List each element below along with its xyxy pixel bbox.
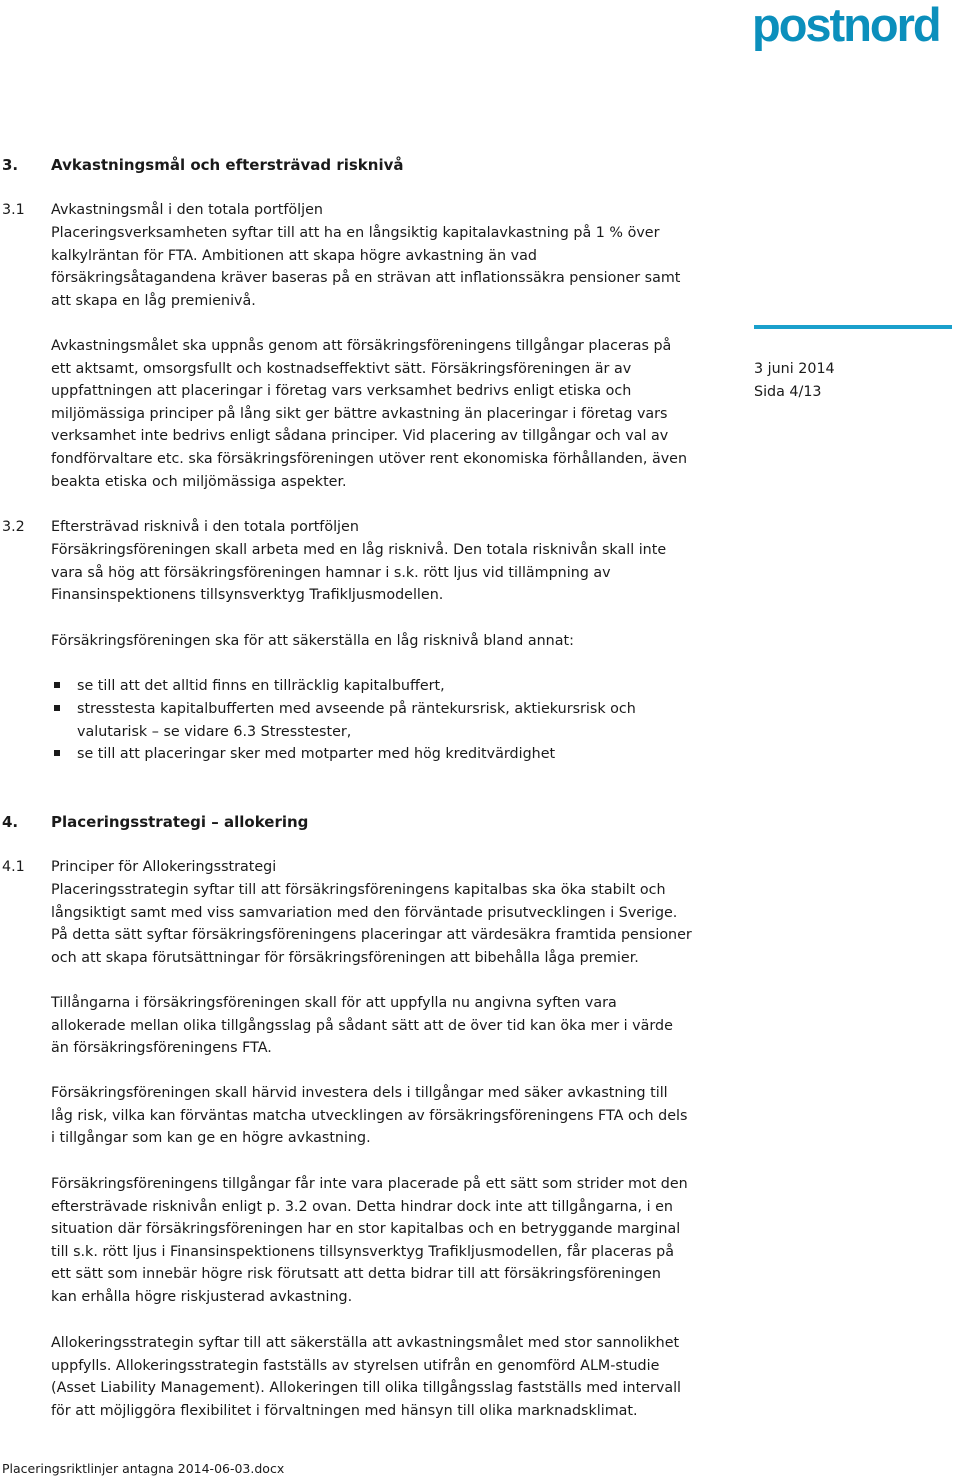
text-line: Placeringsverksamheten syftar till att ha en långsiktig kapitalavkastning på 1 % över <box>51 225 660 241</box>
section-4-title: Placeringsstrategi – allokering <box>51 813 309 831</box>
text-line: Placeringsstrategin syftar till att försäkringsföreningens kapitalbas ska öka stabilt och <box>51 882 666 898</box>
text-line: (Asset Liability Management). Allokeringen till olika tillgångsslag fastställs med intervall <box>51 1380 682 1397</box>
paragraph-4-1-b <box>51 992 673 1060</box>
text-line: Allokeringsstrategin syftar till att säkerställa att avkastningsmålet med stor sannolikhet <box>51 1335 680 1351</box>
text-line: i tillgångar som kan ge en högre avkastning. <box>51 1130 371 1147</box>
text-line: till s.k. rött ljus i Finansinspektionens tillsynsverktyg Trafikljusmodellen, får placeras på <box>51 1243 675 1260</box>
text-line: för att möjliggöra flexibilitet i förvaltningen med hänsyn till olika marknadsklimat. <box>51 1402 638 1419</box>
text-line: Finansinspektionens tillsynsverktyg Trafikljusmodellen. <box>51 587 444 604</box>
text-line: fondförvaltare etc. ska försäkringsföreningen utöver rent ekonomiska förhållanden, även <box>51 450 688 467</box>
page-number: Sida 4/13 <box>754 383 822 400</box>
subsection-3-1-title: Avkastningsmål i den totala portföljen <box>51 202 323 218</box>
text-line: verksamhet inte bedrivs enligt sådana principer. Vid placering av tillgångar och val av <box>51 428 669 445</box>
subsection-3-2-number: 3.2 <box>2 519 25 535</box>
text-line: låg risk, vilka kan förväntas matcha utvecklingen av försäkringsföreningens FTA och dels <box>51 1107 688 1124</box>
text-line: att skapa en låg premienivå. <box>51 292 256 309</box>
text-line: uppfattningen att placeringar i företag vars verksamhet bedrivs enligt etiska och <box>51 383 632 400</box>
list-item: se till att det alltid finns en tillräcklig kapitalbuffert, <box>77 678 445 694</box>
subsection-3-2-title: Eftersträvad risknivå i den totala portföljen <box>51 519 359 535</box>
section-3-number: 3. <box>2 156 19 174</box>
text-line: Avkastningsmålet ska uppnås genom att försäkringsföreningens tillgångar placeras på <box>51 338 672 354</box>
text-line: Försäkringsföreningen skall härvid investera dels i tillgångar med säker avkastning till <box>51 1085 668 1101</box>
paragraph-4-1-e <box>51 1332 681 1422</box>
paragraph-4-1-d <box>51 1173 688 1309</box>
text-line: ett aktsamt, omsorgsfullt och kostnadseffektivt sätt. Försäkringsföreningen är av <box>51 360 632 377</box>
bullet-marker <box>54 682 60 688</box>
text-line: beakta etiska och miljömässiga aspekter. <box>51 473 347 490</box>
text-line: ett sätt som innebär högre risk förutsatt att detta bidrar till att försäkringsföreningen <box>51 1266 661 1283</box>
text-line: allokerade mellan olika tillgångsslag på sådant sätt att de över tid kan öka mer i värde <box>51 1017 673 1034</box>
text-line: än försäkringsföreningens FTA. <box>51 1040 272 1057</box>
sidebar-meta <box>754 358 835 403</box>
list-item: stresstesta kapitalbufferten med avseende på räntekursrisk, aktiekursrisk och <box>77 701 636 717</box>
text-line: långsiktigt samt med viss samvariation med den förväntade prisutvecklingen i Sverige. <box>51 904 678 921</box>
subsection-3-1-number: 3.1 <box>2 202 25 218</box>
list-item: se till att placeringar sker med motparter med hög kreditvärdighet <box>77 746 556 762</box>
paragraph-4-1-a <box>51 879 692 969</box>
list-item-continuation: valutarisk – se vidare 6.3 Stresstester, <box>77 724 352 740</box>
text-line: vara så hög att försäkringsföreningen hamnar i s.k. rött ljus vid tillämpning av <box>51 564 611 581</box>
text-line: uppfylls. Allokeringsstrategin fastställs av styrelsen utifrån en genomförd ALM-studie <box>51 1357 660 1374</box>
logo-wordmark: postnord <box>752 0 940 51</box>
text-line: kalkylräntan för FTA. Ambitionen att skapa högre avkastning än vad <box>51 247 537 264</box>
section-3-title: Avkastningsmål och eftersträvad risknivå <box>51 156 404 174</box>
text-line: Försäkringsföreningens tillgångar får inte vara placerade på ett sätt som strider mot den <box>51 1176 688 1192</box>
subsection-4-1-number: 4.1 <box>2 859 25 875</box>
paragraph-3-1-b <box>51 335 687 493</box>
text-line: och att skapa förutsättningar för försäkringsföreningen att bibehålla låga premier. <box>51 949 639 966</box>
bullet-marker <box>54 705 60 711</box>
text-line: kan erhålla högre riskjusterad avkastning. <box>51 1288 353 1305</box>
paragraph-3-2-a <box>51 539 666 607</box>
subsection-4-1-title: Principer för Allokeringsstrategi <box>51 859 277 875</box>
text-line: situation där försäkringsföreningen har en stor kapitalbas och en betryggande marginal <box>51 1221 681 1238</box>
text-line: miljömässiga principer på lång sikt ger bättre avkastning än placeringar i företag vars <box>51 405 668 422</box>
document-date: 3 juni 2014 <box>754 361 835 377</box>
paragraph-3-1-a <box>51 222 680 312</box>
paragraph-4-1-c <box>51 1082 687 1150</box>
text-line: försäkringsåtagandena kräver baseras på en strävan att inflationssäkra pensioner samt <box>51 270 681 287</box>
text-line: eftersträvade risknivån enligt p. 3.2 ovan. Detta hindrar dock inte att tillgångarna, i en <box>51 1198 673 1215</box>
footer-filename: Placeringsriktlinjer antagna 2014-06-03.docx <box>2 1461 285 1476</box>
paragraph-3-2-b: Försäkringsföreningen ska för att säkerställa en låg risknivå bland annat: <box>51 633 574 649</box>
text-line: På detta sätt syftar försäkringsföreningens placeringar att värdesäkra framtida pensioner <box>51 927 692 944</box>
postnord-logo <box>752 0 957 50</box>
text-line: Tillångarna i försäkringsföreningen skall för att uppfylla nu angivna syften vara <box>51 995 617 1011</box>
text-line: Försäkringsföreningen skall arbeta med en låg risknivå. Den totala risknivån skall inte <box>51 542 667 558</box>
bullet-marker <box>54 750 60 756</box>
section-4-number: 4. <box>2 813 19 831</box>
sidebar-rule <box>754 325 952 329</box>
